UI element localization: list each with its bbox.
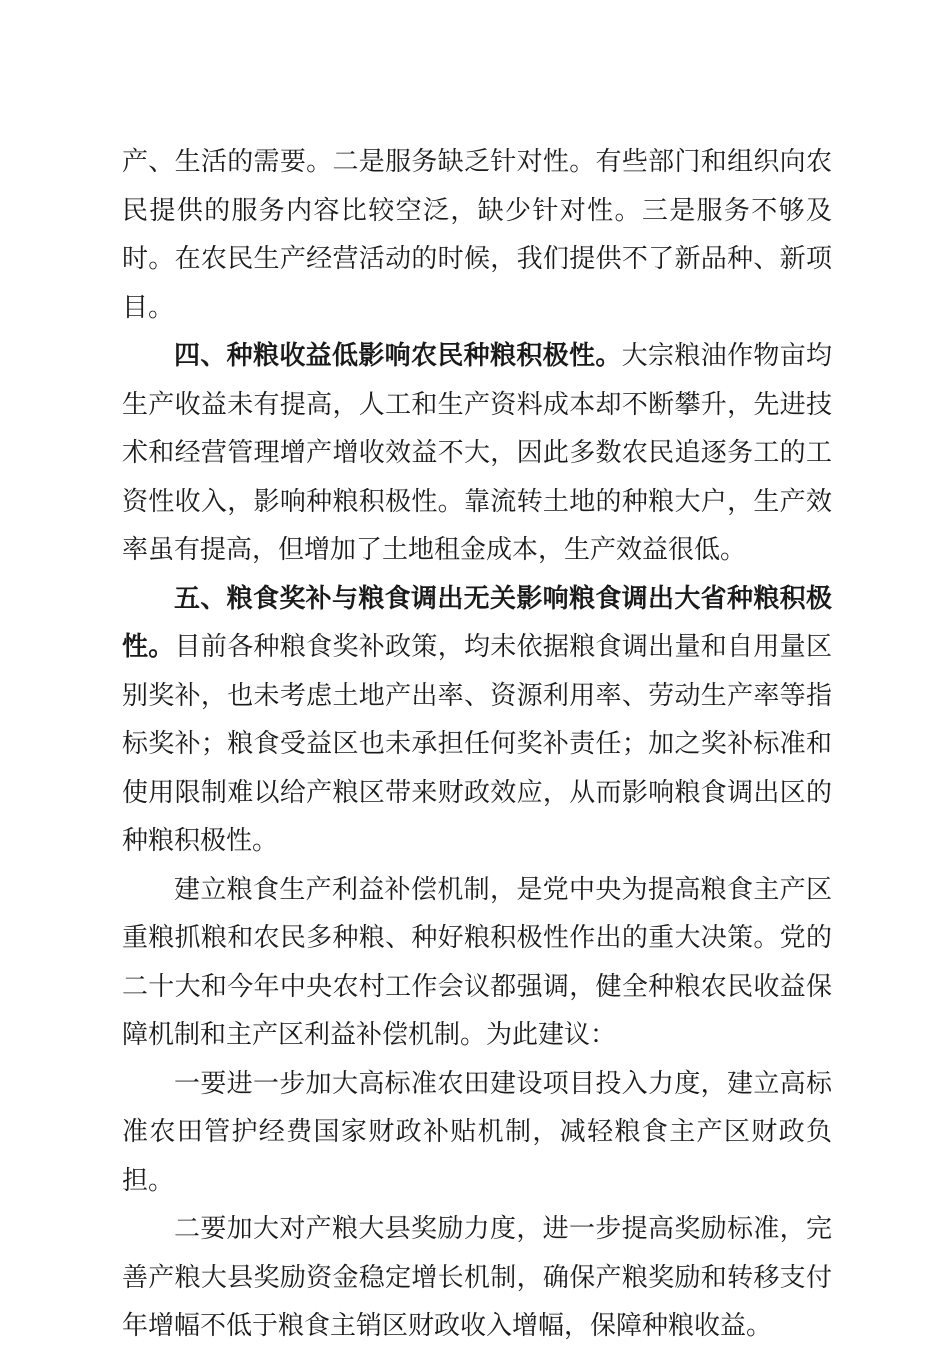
paragraph-text: 二要加大对产粮大县奖励力度，进一步提高奖励标准，完善产粮大县奖励资金稳定增长机制，确保产粮奖励和转移支付年增幅不低于粮食主销区财政收入增幅，保障种粮收益。	[122, 1214, 832, 1341]
paragraph-continuation	[122, 138, 832, 332]
paragraph-text: 建立粮食生产利益补偿机制，是党中央为提高粮食主产区重粮抓粮和农民多种粮、种好粮积极性作出的重大决策。党的二十大和今年中央农村工作会议都强调，健全种粮农民收益保障机制和主产区利益补偿机制。为此建议：	[122, 874, 832, 1050]
paragraph-point-5	[122, 575, 832, 866]
document-page	[122, 138, 832, 1351]
paragraph-proposal-1	[122, 1060, 832, 1206]
paragraph-text: 大宗粮油作物亩均生产收益未有提高，人工和生产资料成本却不断攀升，先进技术和经营管理增产增收效益不大，因此多数农民追逐务工的工资性收入，影响种粮积极性。靠流转土地的种粮大户，生产效率虽有提高，但增加了土地租金成本，生产效益很低。	[122, 341, 832, 565]
paragraph-text: 目前各种粮食奖补政策，均未依据粮食调出量和自用量区别奖补，也未考虑土地产出率、资源利用率、劳动生产率等指标奖补；粮食受益区也未承担任何奖补责任；加之奖补标准和使用限制难以给产粮区带来财政效应，从而影响粮食调出区的种粮积极性。	[122, 632, 832, 856]
paragraph-text: 一要进一步加大高标准农田建设项目投入力度，建立高标准农田管护经费国家财政补贴机制，减轻粮食主产区财政负担。	[122, 1068, 832, 1196]
paragraph-point-4	[122, 332, 832, 575]
paragraph-intro-proposals	[122, 866, 832, 1060]
paragraph-proposal-2	[122, 1205, 832, 1351]
paragraph-text: 产、生活的需要。二是服务缺乏针对性。有些部门和组织向农民提供的服务内容比较空泛，缺少针对性。三是服务不够及时。在农民生产经营活动的时候，我们提供不了新品种、新项目。	[122, 147, 832, 323]
paragraph-heading: 五、粮食奖补与粮食调出无关影响粮食调出大省种粮积极性。	[122, 583, 832, 662]
paragraph-heading: 四、种粮收益低影响农民种粮积极性。	[174, 341, 622, 371]
